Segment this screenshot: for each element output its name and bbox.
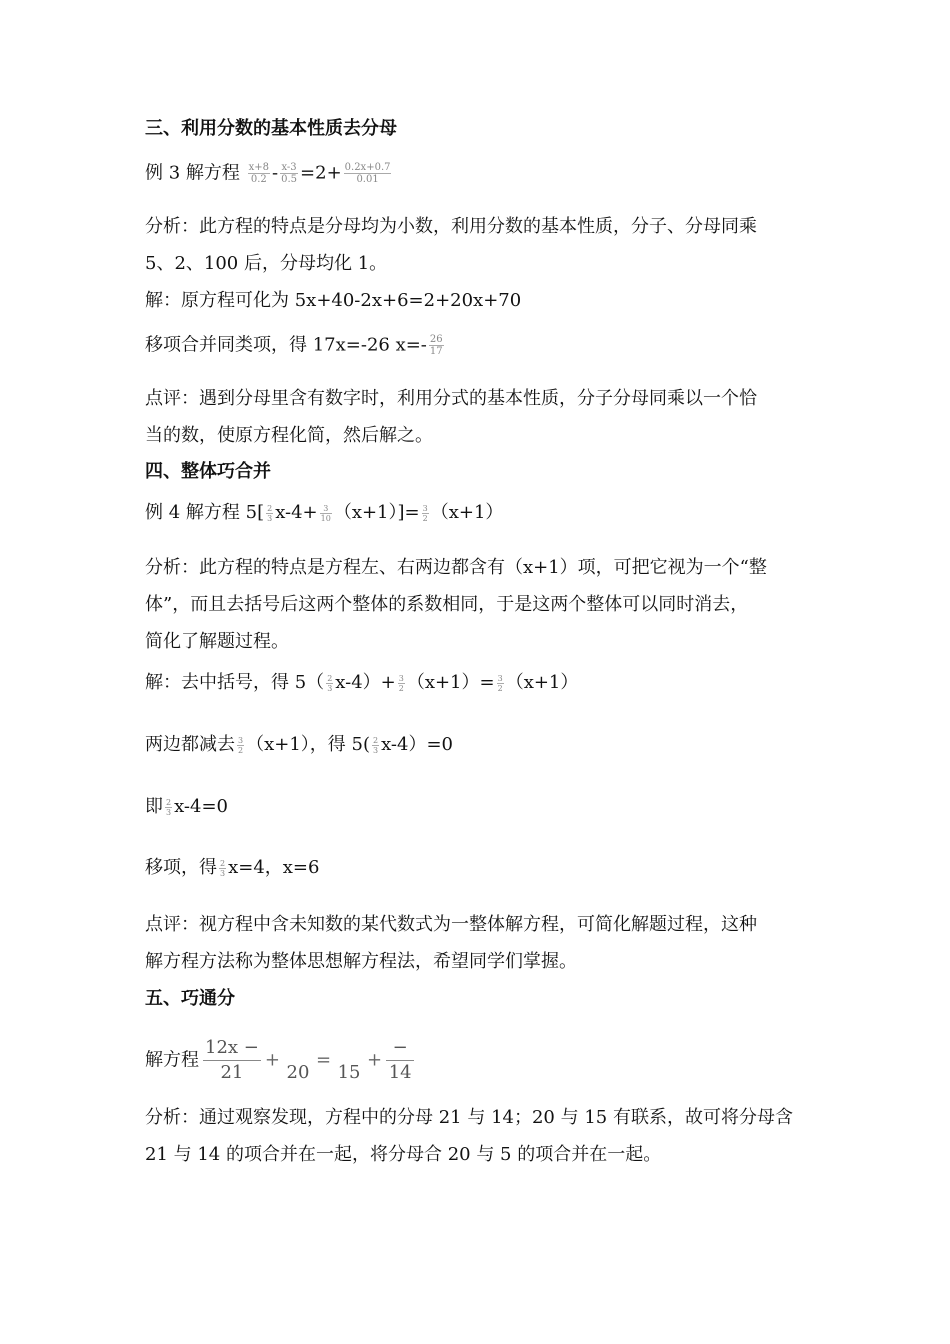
denominator: 10: [320, 513, 331, 523]
denominator: 17: [429, 346, 443, 357]
equation-5-line: [145, 1036, 418, 1085]
fraction-3: [335, 1037, 363, 1085]
equals-sign: =: [315, 1049, 332, 1071]
numerator: 3: [398, 673, 404, 683]
denominator: 2: [497, 683, 503, 693]
section-3-heading: 三、利用分数的基本性质去分母: [145, 118, 397, 139]
minus-sign: -: [272, 162, 279, 184]
example-4-end: （x+1）: [430, 502, 504, 523]
fraction-three-halves: [398, 674, 405, 693]
analysis-3-line-1: 分析：此方程的特点是分母均为小数，利用分数的基本性质，分子、分母同乘: [145, 216, 757, 237]
analysis-4-line-2: 体”，而且去括号后这两个整体的系数相同，于是这两个整体可以同时消去，: [145, 594, 749, 615]
denominator: 0.01: [356, 174, 379, 185]
denominator: 3: [267, 513, 273, 523]
denominator: 2: [422, 513, 428, 523]
answer-fraction: [429, 334, 444, 357]
move-terms-text: 移项合并同类项，得 17x=-26 x=-: [145, 334, 427, 356]
fraction-2: [280, 162, 298, 185]
numerator: 2: [166, 797, 172, 807]
analysis-5-line-1: 分析：通过观察发现，方程中的分母 21 与 14；20 与 15 有联系，故可将分母含: [145, 1107, 793, 1128]
denominator: 0.5: [281, 174, 298, 185]
example-4-mid-2: （x+1）]=: [333, 502, 420, 523]
step-2-mid: （x+1），得 5(: [246, 734, 370, 755]
fraction-two-thirds: [326, 674, 333, 693]
analysis-5-line-2: 21 与 14 的项合并在一起，将分母合 20 与 5 的项合并在一起。: [145, 1144, 662, 1165]
example-3-line: [145, 162, 393, 185]
fraction-3: [344, 162, 392, 185]
analysis-4-line-3: 简化了解题过程。: [145, 631, 289, 652]
example-4-mid-1: x-4+: [275, 502, 318, 523]
numerator: x-3: [281, 162, 297, 173]
numerator: 3: [497, 673, 503, 683]
numerator: 2: [267, 503, 273, 513]
comment-4-line-2: 解方程方法称为整体思想解方程法，希望同学们掌握。: [145, 951, 577, 972]
analysis-4-line-1: 分析：此方程的特点是方程左、右两边都含有（x+1）项，可把它视为一个“整: [145, 557, 767, 578]
fraction-4: [386, 1036, 414, 1085]
numerator: −: [386, 1036, 414, 1061]
example-4-prefix: 例 4 解方程 5[: [145, 502, 265, 523]
section-5-heading: 五、巧通分: [145, 988, 235, 1009]
denominator: 3: [220, 868, 226, 878]
comment-4-line-1: 点评：视方程中含未知数的某代数式为一整体解方程，可简化解题过程，这种: [145, 914, 757, 935]
example-4-line: [145, 502, 503, 524]
step-1-mid-1: x-4）+: [335, 672, 396, 693]
fraction-1: [248, 162, 270, 185]
example-3-label: 例 3 解方程: [145, 162, 240, 184]
fraction-two-thirds: [165, 798, 172, 817]
step-4-prefix: 移项，得: [145, 857, 217, 878]
fraction-two-thirds: [219, 859, 226, 878]
numerator: 3: [320, 504, 332, 514]
numerator: 26: [429, 334, 443, 345]
solution-4-step-3: [145, 796, 228, 818]
step-1-end: （x+1）: [505, 672, 579, 693]
fraction-three-halves: [237, 736, 244, 755]
equation-5-label: 解方程: [145, 1049, 199, 1071]
denominator: 15: [337, 1061, 361, 1083]
plus-sign: +: [264, 1049, 280, 1071]
fraction-2: [284, 1037, 312, 1085]
equals-part: =2+: [300, 162, 342, 184]
solution-4-step-1: [145, 672, 578, 694]
step-1-prefix: 解：去中括号，得 5（: [145, 672, 325, 693]
fraction-1: [203, 1036, 261, 1085]
denominator: 3: [166, 807, 172, 817]
fraction-three-halves: [497, 674, 504, 693]
plus-sign: +: [367, 1049, 383, 1071]
denominator: 20: [286, 1061, 310, 1083]
fraction-two-thirds: [372, 736, 379, 755]
step-4-end: x=4，x=6: [228, 857, 320, 878]
move-terms-line: [145, 334, 446, 357]
comment-3-line-2: 当的数，使原方程化简，然后解之。: [145, 425, 433, 446]
solution-4-step-2: [145, 734, 453, 756]
denominator: 0.2: [250, 174, 267, 185]
step-2-end: x-4）=0: [381, 734, 453, 755]
denominator: 2: [398, 683, 404, 693]
solution-4-step-4: [145, 857, 319, 879]
comment-3-line-1: 点评：遇到分母里含有数字时，利用分式的基本性质，分子分母同乘以一个恰: [145, 388, 757, 409]
denominator: 3: [372, 745, 379, 755]
numerator: 2: [372, 735, 379, 745]
section-4-heading: 四、整体巧合并: [145, 461, 271, 482]
step-1-mid-2: （x+1）=: [406, 672, 495, 693]
numerator: 0.2x+0.7: [344, 162, 391, 173]
fraction-two-thirds: [266, 504, 273, 523]
numerator: 12x −: [203, 1036, 261, 1061]
numerator: 3: [238, 735, 244, 745]
step-2-prefix: 两边都减去: [145, 734, 235, 755]
denominator: 3: [327, 683, 333, 693]
numerator: 2: [220, 858, 226, 868]
step-3-end: x-4=0: [174, 796, 228, 817]
denominator: 21: [220, 1062, 244, 1083]
solution-3-line: 解：原方程可化为 5x+40-2x+6=2+20x+70: [145, 290, 522, 311]
analysis-3-line-2: 5、2、100 后，分母均化 1。: [145, 253, 388, 274]
fraction-three-halves: [422, 504, 429, 523]
fraction-three-tenths: [320, 504, 332, 523]
denominator: 2: [238, 745, 244, 755]
numerator: 2: [327, 673, 333, 683]
denominator: 14: [388, 1062, 412, 1083]
step-3-prefix: 即: [145, 796, 163, 817]
numerator: x+8: [248, 162, 270, 173]
numerator: 3: [422, 503, 428, 513]
